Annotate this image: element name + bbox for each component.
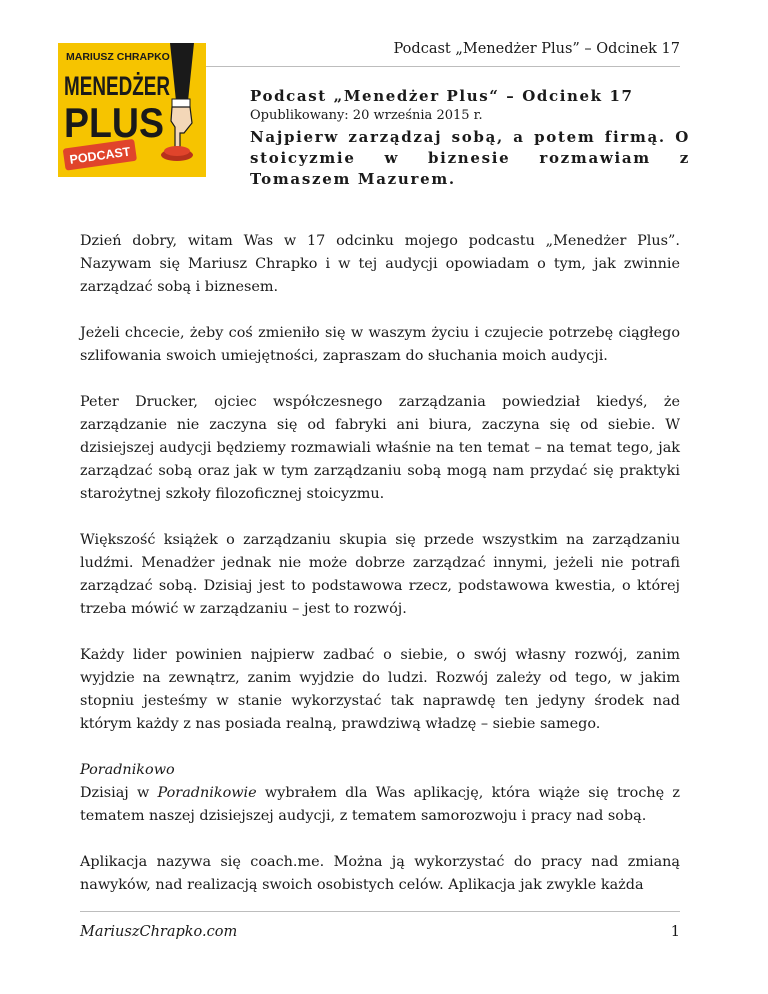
section-title-poradnikowo: Poradnikowo xyxy=(80,762,175,778)
episode-title-block xyxy=(250,86,690,190)
logo-word-menedzer: MENEDŻER xyxy=(64,71,170,101)
podcast-badge-label: PODCAST xyxy=(68,144,132,167)
logo-word-plus: PLUS xyxy=(64,99,164,146)
episode-title: Podcast „Menedżer Plus“ – Odcinek 17 xyxy=(250,87,634,105)
paragraph-app-choice xyxy=(80,782,680,828)
running-title: Podcast „Menedżer Plus” – Odcinek 17 xyxy=(393,41,680,57)
podcast-logo-artwork xyxy=(58,43,206,177)
paragraph-intro: Dzień dobry, witam Was w 17 odcinku mojego podcastu „Menedżer Plus”. Nazywam się Mariusz Chrapko i w tej audycji opowiadam o tym, jak zwinnie zarządzać sobą i biznesem. xyxy=(80,233,680,295)
page-number: 1 xyxy=(670,924,680,940)
paragraph-management-books: Większość książek o zarządzaniu skupia się przede wszystkim na zarządzaniu ludźmi. Menadżer jednak nie może dobrze zarządzać innymi, jeżeli nie potrafi zarządzać sobą. Dzisiaj jest to podstawowa rzecz, podstawowa kwestia, o której trzeba mówić w zarządzaniu – jest to rozwój. xyxy=(80,532,680,617)
poradnikowo-emphasis: Poradnikowie xyxy=(157,785,257,801)
podcast-logo xyxy=(58,43,206,177)
red-button-icon xyxy=(164,146,190,156)
page-footer xyxy=(80,911,680,948)
logo-author: MARIUSZ CHRAPKO xyxy=(66,51,170,63)
paragraph-app-choice-end: wybrałem dla Was aplikację, która wiąże się trochę z tematem naszej dzisiejszej audycji, z tematem samorozwoju i pracy nad sobą. xyxy=(80,785,681,824)
paragraph-coach-me: Aplikacja nazywa się coach.me. Można ją wykorzystać do pracy nad zmianą nawyków, nad realizacją swoich osobistych celów. Aplikacja jak zwykle każda xyxy=(80,854,680,893)
publication-date: Opublikowany: 20 września 2015 r. xyxy=(250,108,483,123)
paragraph-drucker: Peter Drucker, ojciec współczesnego zarządzania powiedział kiedyś, że zarządzanie nie zaczyna się od fabryki ani biura, zaczyna się od siebie. W dzisiejszej audycji będziemy rozmawiali właśnie na ten temat – na temat tego, jak zarządzać sobą oraz jak w tym zarządzaniu sobą mogą nam przydać się praktyki starożytnej szkoły filozoficznej stoicyzmu. xyxy=(80,394,680,502)
shirt-cuff-shape xyxy=(172,99,190,107)
episode-subtitle: Najpierw zarządzaj sobą, a potem firmą. O stoicyzmie w biznesie rozmawiam z Tomaszem Mazurem. xyxy=(250,128,690,188)
paragraph-leader: Każdy lider powinien najpierw zadbać o siebie, o swój własny rozwój, zanim wyjdzie na zewnątrz, zanim wyjdzie do ludzi. Rozwój zależy od tego, w jakim stopniu jesteśmy w stanie wykorzystać tak naprawdę ten jedyny środek nad którym każdy z nas posiada realną, prawdziwą władzę – siebie samego. xyxy=(80,647,680,732)
paragraph-app-choice-start: Dzisiaj w xyxy=(80,785,158,801)
paragraph-invitation: Jeżeli chcecie, żeby coś zmieniło się w waszym życiu i czujecie potrzebę ciągłego szlifowania swoich umiejętności, zapraszam do słuchania moich audycji. xyxy=(80,325,680,364)
footer-site-name: MariuszChrapko.com xyxy=(80,924,238,940)
document-body xyxy=(80,230,680,897)
